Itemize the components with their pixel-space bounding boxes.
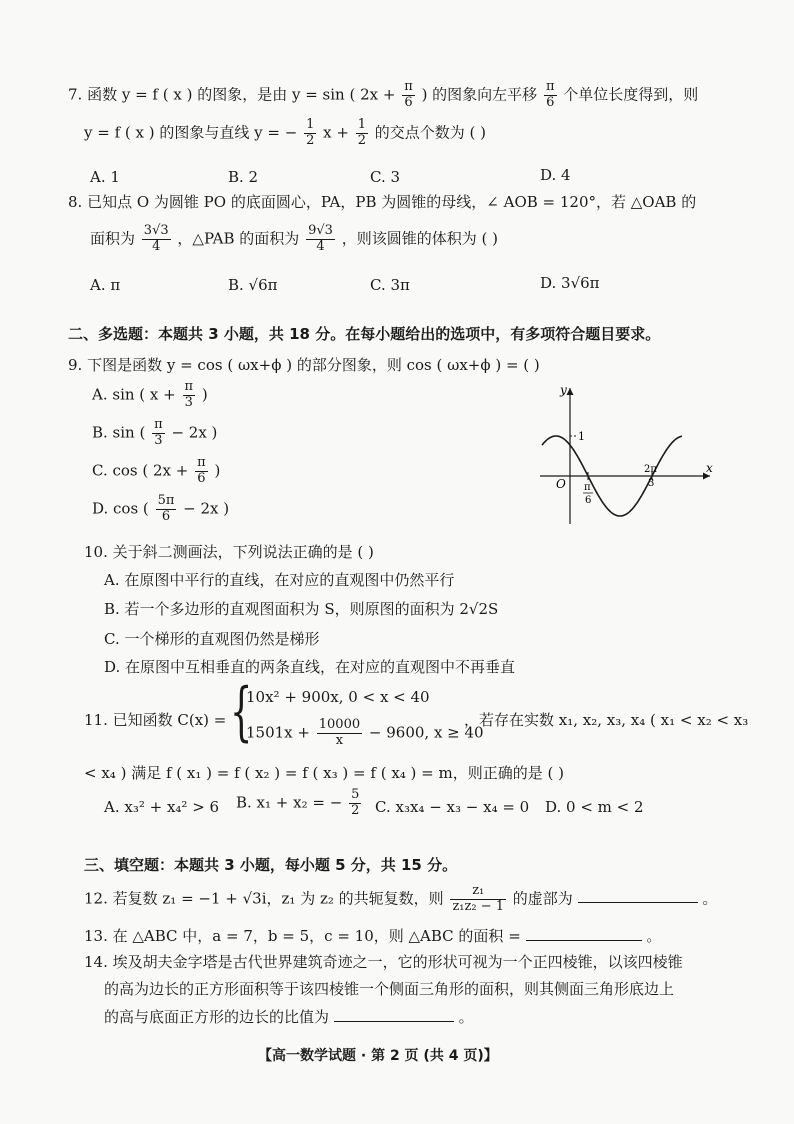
section-2-heading: 二、多选题：本题共 3 小题，共 18 分。在每小题给出的选项中，有多项符合题目要求。 [68,325,661,343]
q8-option-d: D. 3√6π [540,274,600,292]
q11-case-2-fraction: $\frac{10000}{x}$ [318,717,361,748]
q12-answer-blank[interactable] [578,888,698,903]
q7-option-c: C. 3 [370,168,401,186]
q11-prefix: 11. 已知函数 C(x) = [84,711,227,729]
q8-line1: 8. 已知点 O 为圆锥 PO 的底面圆心，PA，PB 为圆锥的母线，∠ AOB = 120°，若 △OAB 的 [68,193,697,211]
q10-stem: 10. 关于斜二测画法，下列说法正确的是 ( ) [84,543,374,561]
q9-option-b: B. sin ( $\frac{\pi}{3}$ − 2x ) [92,417,218,448]
q7-option-d: D. 4 [540,166,571,184]
q11-tail: ，若存在实数 x₁, x₂, x₃, x₄ ( x₁ < x₂ < x₃ [464,711,749,729]
page-footer: 【高一数学试题 · 第 2 页 (共 4 页)】 [258,1048,498,1064]
q9-option-a-fraction: $\frac{\pi}{3}$ [184,379,194,410]
q9-option-b-fraction: $\frac{\pi}{3}$ [154,417,163,448]
q9-stem: 9. 下图是函数 y = cos ( ωx+ϕ ) 的部分图象，则 cos ( ωx+ϕ ) = ( ) [68,356,540,374]
graph-2pi3-den: 3 [648,478,655,489]
graph-one-label: 1 [578,430,585,443]
q7-option-a: A. 1 [90,168,120,186]
q14-answer-blank[interactable] [334,1007,454,1022]
graph-pi6-den: 6 [585,495,592,506]
q13-line: 13. 在 △ABC 中，a = 7，b = 5，c = 10，则 △ABC 的面积 = 。 [84,927,662,945]
section-3-heading: 三、填空题：本题共 3 小题，每小题 5 分，共 15 分。 [84,856,458,874]
q14-line2: 的高为边长的正方形面积等于该四棱锥一个侧面三角形的面积，则其侧面三角形底边上 [104,980,675,998]
graph-pi6-num: π [584,482,591,493]
q12-line: 12. 若复数 z₁ = −1 + √3i，z₁ 为 z₂ 的共轭复数，则 $\frac{\text{z₁}}{\text{z₁z₂ − 1}}$ 的虚部为 。 [84,883,718,914]
q7-fraction-2: $\frac{\pi}{6}$ [545,79,555,110]
q10-option-c: C. 一个梯形的直观图仍然是梯形 [104,630,320,648]
q7-fraction-4: $\frac{1}{2}$ [357,117,366,148]
q11-option-c: C. x₃x₄ − x₃ − x₄ = 0 [375,798,530,816]
q10-option-a: A. 在原图中平行的直线，在对应的直观图中仍然平行 [104,571,455,589]
q7-option-b: B. 2 [228,168,259,186]
q8-option-a: A. π [90,276,121,294]
q9-option-c-fraction: $\frac{\pi}{6}$ [197,455,206,486]
q9-option-d-fraction: $\frac{5\pi}{6}$ [157,493,175,524]
q8-text-b2: ，△PAB 的面积为 [177,229,300,248]
q8-fraction-1: $\frac{3√3}{4}$ [143,223,169,254]
q14-line3: 的高与底面正方形的边长的比值为 。 [104,1008,474,1026]
graph-x-label: x [706,461,713,475]
q8-text-b1: 面积为 [90,229,136,248]
q7-text-b1: y = f ( x ) 的图象与直线 y = − [84,123,298,142]
q12-fraction: $\frac{\text{z₁}}{\text{z₁z₂ − 1}}$ [452,883,505,914]
q7-fraction-3: $\frac{1}{2}$ [306,117,315,148]
q7-text-b2: x + [323,123,349,142]
q9-option-a: A. sin ( x + $\frac{\pi}{3}$ ) [92,379,208,410]
q10-option-b: B. 若一个多边形的直观图面积为 S，则原图的面积为 2√2S [104,600,499,618]
graph-y-label: y [560,383,567,397]
q8-line2 [90,224,498,255]
q8-text-b3: ，则该圆锥的体积为 ( ) [341,229,498,248]
q11-case-2: 1501x + $\frac{10000}{x}$ − 9600, x ≥ 40 [246,717,484,748]
q10-option-d: D. 在原图中互相垂直的两条直线，在对应的直观图中不再垂直 [104,658,516,676]
q7-fraction-1: $\frac{\pi}{6}$ [404,79,413,110]
q7-text-b3: 的交点个数为 ( ) [374,123,487,142]
q7-line2 [84,118,486,149]
q9-cosine-graph [530,380,720,530]
q7-text-a3: 个单位长度得到，则 [563,85,699,104]
q13-answer-blank[interactable] [526,926,642,941]
q7-text-a2: ) 的图象向左平移 [421,85,538,104]
q8-fraction-2: $\frac{9√3}{4}$ [308,223,333,254]
q14-line1: 14. 埃及胡夫金字塔是古代世界建筑奇迹之一，它的形状可视为一个正四棱锥，以该四棱锥 [84,953,683,971]
q11-option-d: D. 0 < m < 2 [545,798,644,816]
graph-2pi3-num: 2π [644,464,657,475]
q11-option-a: A. x₃² + x₄² > 6 [104,798,220,816]
q8-option-b: B. √6π [228,276,278,294]
q9-option-c: C. cos ( 2x + $\frac{\pi}{6}$ ) [92,455,221,486]
q9-option-d: D. cos ( $\frac{5\pi}{6}$ − 2x ) [92,493,230,524]
q11-line2: < x₄ ) 满足 f ( x₁ ) = f ( x₂ ) = f ( x₃ ) = f ( x₄ ) = m，则正确的是 ( ) [84,764,564,782]
q11-case-1: 10x² + 900x, 0 < x < 40 [246,688,430,706]
q11-brace: { [230,675,253,749]
q11-option-b-fraction: $\frac{5}{2}$ [351,787,360,818]
graph-origin-label: O [556,477,566,491]
q7-line1 [68,80,698,111]
q7-text-a1: 7. 函数 y = f ( x ) 的图象，是由 y = sin ( 2x + [68,85,396,104]
q11-option-b: B. x₁ + x₂ = − $\frac{5}{2}$ [236,787,360,818]
q8-option-c: C. 3π [370,276,410,294]
